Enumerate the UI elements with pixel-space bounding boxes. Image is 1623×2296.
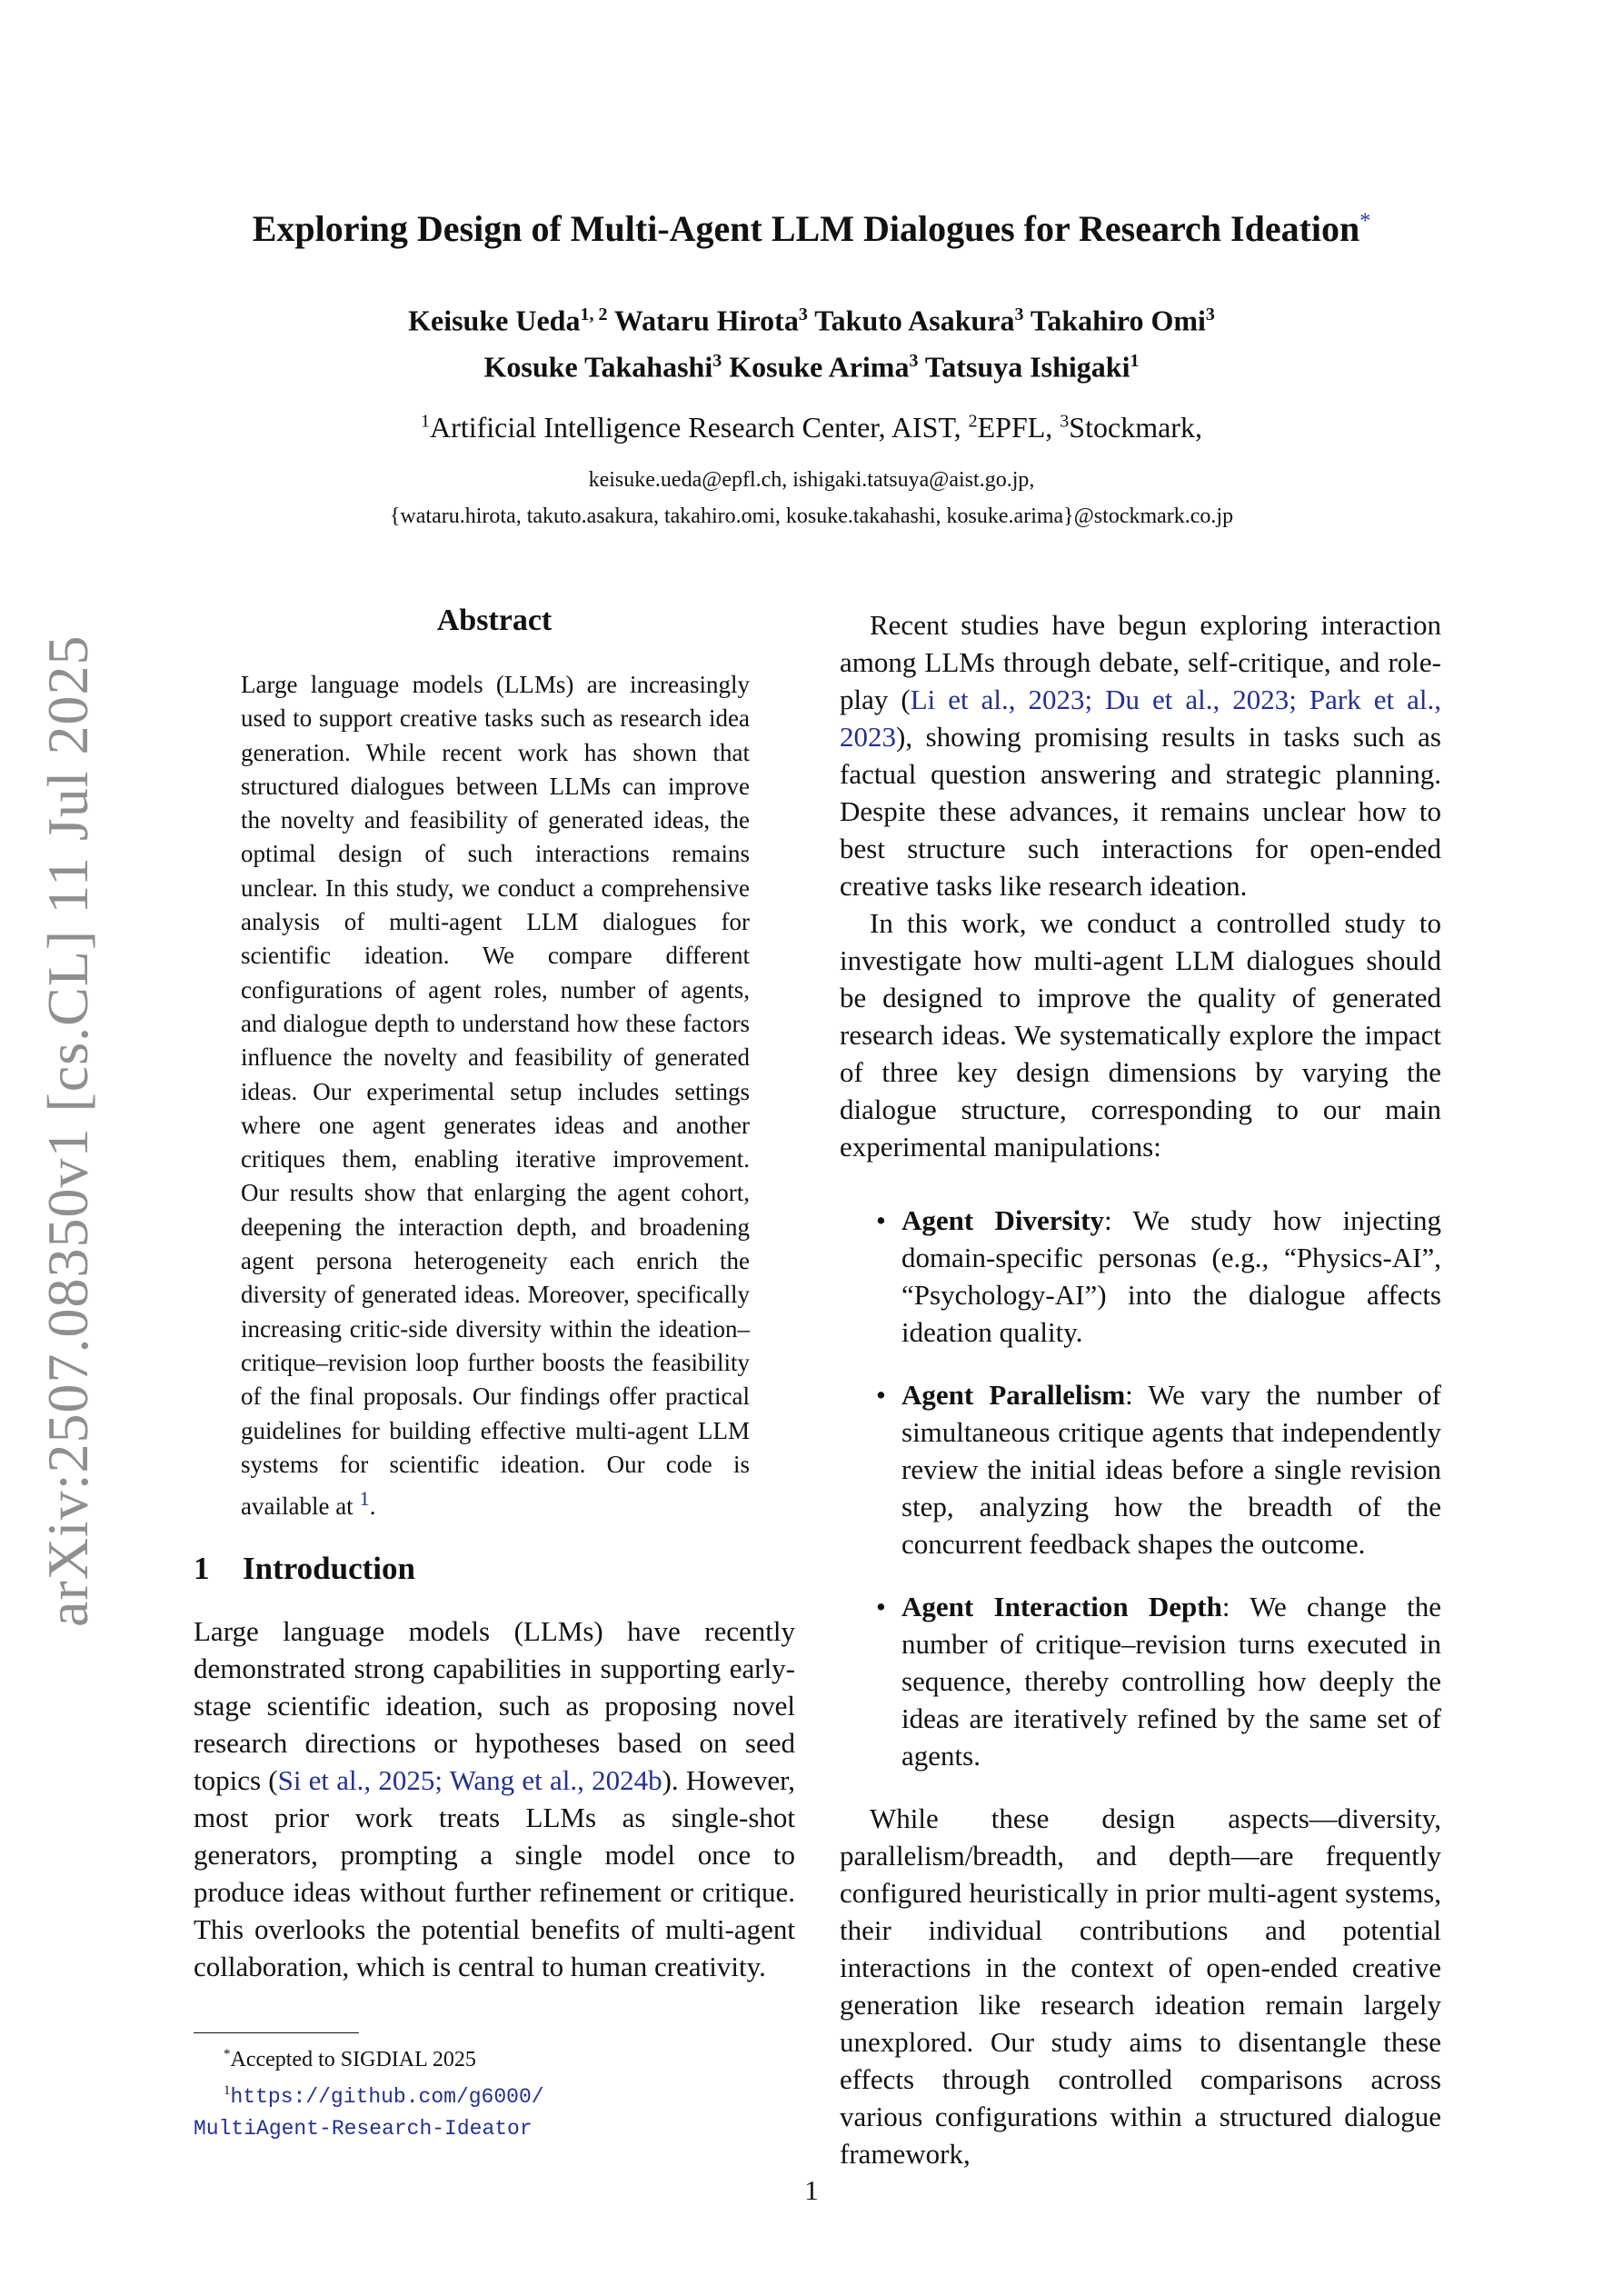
author-affiliation-mark: 1	[1130, 350, 1140, 371]
introduction-right-column	[840, 606, 1441, 2172]
footnote-text: Accepted to SIGDIAL 2025	[230, 2048, 476, 2071]
arxiv-identifier: arXiv:2507.08350v1 [cs.CL] 11 Jul 2025	[35, 634, 100, 1627]
intro-text: ), showing promising results in tasks such as factual question answering and strategic planning. Despite these advances, it remains unclear how to best structure such interactions for open-ended creative tasks like research ideation.	[840, 721, 1441, 902]
affiliation-mark: 1	[421, 411, 431, 432]
footnote-mark: 1	[224, 2083, 231, 2098]
introduction-paragraph-2	[840, 606, 1441, 904]
author-affiliation-mark: 3	[909, 350, 919, 371]
introduction-paragraph-1	[194, 1612, 795, 1985]
list-item-term: Agent Interaction Depth	[901, 1591, 1222, 1622]
code-url-link-cont[interactable]: MultiAgent-Research-Ideator	[194, 2117, 533, 2141]
intro-text: Large language models (LLMs) have recently demonstrated strong capabilities in supporting early-stage scientific ideation, such as proposing novel research directions or hypotheses based on seed topics (	[194, 1615, 795, 1796]
author-affiliation-mark: 1, 2	[580, 304, 608, 324]
affiliations	[0, 411, 1623, 444]
author-emails	[0, 462, 1623, 534]
affiliation-aist: Artificial Intelligence Research Center, AIST,	[430, 411, 969, 444]
abstract-text: Large language models (LLMs) are increasingly used to support creative tasks such as research idea generation. While recent work has shown that structured dialogues between LLMs can improve the novelty and feasibility of generated ideas, the optimal design of such interactions remains unclear. In this study, we conduct a comprehensive analysis of multi-agent LLM dialogues for scientific ideation. We compare different configurations of agent roles, number of agents, and dialogue depth to understand how these factors influence the novelty and feasibility of generated ideas. Our experimental setup includes settings where one agent generates ideas and another critiques them, enabling iterative improvement. Our results show that enlarging the agent cohort, deepening the interaction depth, and broadening agent persona heterogeneity each enrich the diversity of generated ideas. Moreover, specifically increasing critic-side diversity within the ideation–critique–revision loop further boosts the feasibility of the final proposals. Our findings offer practical guidelines for building effective multi-agent LLM systems for scientific ideation. Our code is available at	[241, 671, 750, 1521]
author-affiliation-mark: 3	[1014, 304, 1024, 324]
footnote-accepted	[194, 2039, 795, 2075]
affiliation-stockmark: Stockmark,	[1069, 411, 1202, 444]
author-name: Wataru Hirota	[613, 304, 799, 337]
citation-separator: ;	[1289, 684, 1309, 715]
list-item	[840, 1202, 1441, 1351]
list-item-term: Agent Parallelism	[901, 1379, 1126, 1411]
paper-title-text: Exploring Design of Multi-Agent LLM Dialogues for Research Ideation	[252, 208, 1360, 249]
list-item	[840, 1588, 1441, 1774]
footnote-code-url-cont	[194, 2112, 795, 2144]
author-affiliation-mark: 3	[712, 350, 722, 371]
list-item-text: : We change the number of critique–revision turns executed in sequence, thereby controlling how deeply the ideas are iteratively refined by the same set of agents.	[901, 1591, 1441, 1772]
citation-link[interactable]: Li et al., 2023	[910, 684, 1085, 715]
author-list	[0, 294, 1623, 386]
abstract-end: .	[369, 1492, 376, 1521]
footnotes	[194, 2039, 795, 2144]
affiliation-epfl: EPFL,	[977, 411, 1060, 444]
paper-title	[0, 207, 1623, 250]
author-name: Takahiro Omi	[1030, 304, 1206, 337]
intro-text: Recent studies have begun exploring interaction among LLMs through debate, self-critique, and role-play (	[840, 609, 1441, 715]
footnote-divider	[194, 2032, 359, 2033]
list-item-text: : We vary the number of simultaneous critique agents that independently review the initial ideas before a single revision step, analyzing how the breadth of the concurrent feedback shapes the outcome.	[901, 1379, 1442, 1560]
design-dimensions-list	[840, 1202, 1441, 1774]
citation-link[interactable]: Park et al., 2023	[840, 684, 1441, 753]
list-item-term: Agent Diversity	[901, 1204, 1105, 1236]
author-affiliation-mark: 3	[798, 304, 808, 324]
author-name: Tatsuya Ishigaki	[924, 350, 1130, 384]
bullet-icon: •	[876, 1591, 886, 1622]
code-url-link[interactable]: https://github.com/g6000/	[230, 2085, 544, 2109]
footnote-mark: *	[224, 2047, 231, 2061]
abstract-body	[241, 668, 750, 1523]
citation-link[interactable]: Si et al., 2025; Wang et al., 2024b	[277, 1764, 662, 1796]
author-line-2	[0, 341, 1623, 387]
section-number: 1	[194, 1551, 210, 1586]
section-heading-introduction	[194, 1551, 415, 1587]
list-item-text: : We study how injecting domain-specific personas (e.g., “Physics-AI”, “Psychology-AI”) into the dialogue affects ideation quality.	[901, 1204, 1441, 1348]
footnote-ref-link[interactable]: 1	[359, 1487, 370, 1511]
citation-link[interactable]: Du et al., 2023	[1105, 684, 1289, 715]
bullet-icon: •	[876, 1204, 886, 1236]
author-name: Keisuke Ueda	[408, 304, 581, 337]
section-title: Introduction	[243, 1551, 415, 1586]
introduction-paragraph-3: In this work, we conduct a controlled study to investigate how multi-agent LLM dialogues should be designed to improve the quality of generated research ideas. We systematically explore the impact of three key design dimensions by varying the dialogue structure, corresponding to our main experimental manipulations:	[840, 907, 1441, 1163]
author-affiliation-mark: 3	[1205, 304, 1215, 324]
affiliation-mark: 2	[968, 411, 978, 432]
author-name: Takuto Asakura	[814, 304, 1015, 337]
author-line-1	[0, 294, 1623, 341]
bullet-icon: •	[876, 1379, 886, 1411]
citation-separator: ;	[1084, 684, 1106, 715]
author-name: Kosuke Takahashi	[483, 350, 713, 384]
intro-text: ). However, most prior work treats LLMs as single-shot generators, prompting a single model once to produce ideas without further refinement or critique. This overlooks the potential benefits of multi-agent collaboration, which is central to human creativity.	[194, 1764, 795, 1982]
list-item	[840, 1376, 1441, 1562]
page-number: 1	[804, 2174, 819, 2206]
author-name: Kosuke Arima	[729, 350, 910, 384]
abstract-heading: Abstract	[436, 604, 553, 637]
email-line-2: {wataru.hirota, takuto.asakura, takahiro.omi, kosuke.takahashi, kosuke.arima}@stockmark.co.jp	[389, 504, 1234, 528]
email-line-1: keisuke.ueda@epfl.ch, ishigaki.tatsuya@aist.go.jp,	[588, 468, 1035, 492]
footnote-code-url	[194, 2075, 795, 2112]
affiliation-mark: 3	[1060, 411, 1070, 432]
title-footnote-mark[interactable]: *	[1359, 209, 1371, 234]
introduction-paragraph-4: While these design aspects—diversity, parallelism/breadth, and depth—are frequently configured heuristically in prior multi-agent systems, their individual contributions and potential interactions in the context of open-ended creative generation like research ideation remain largely unexplored. Our study aims to disentangle these effects through controlled comparisons across various configurations within a structured dialogue framework,	[840, 1802, 1441, 2170]
